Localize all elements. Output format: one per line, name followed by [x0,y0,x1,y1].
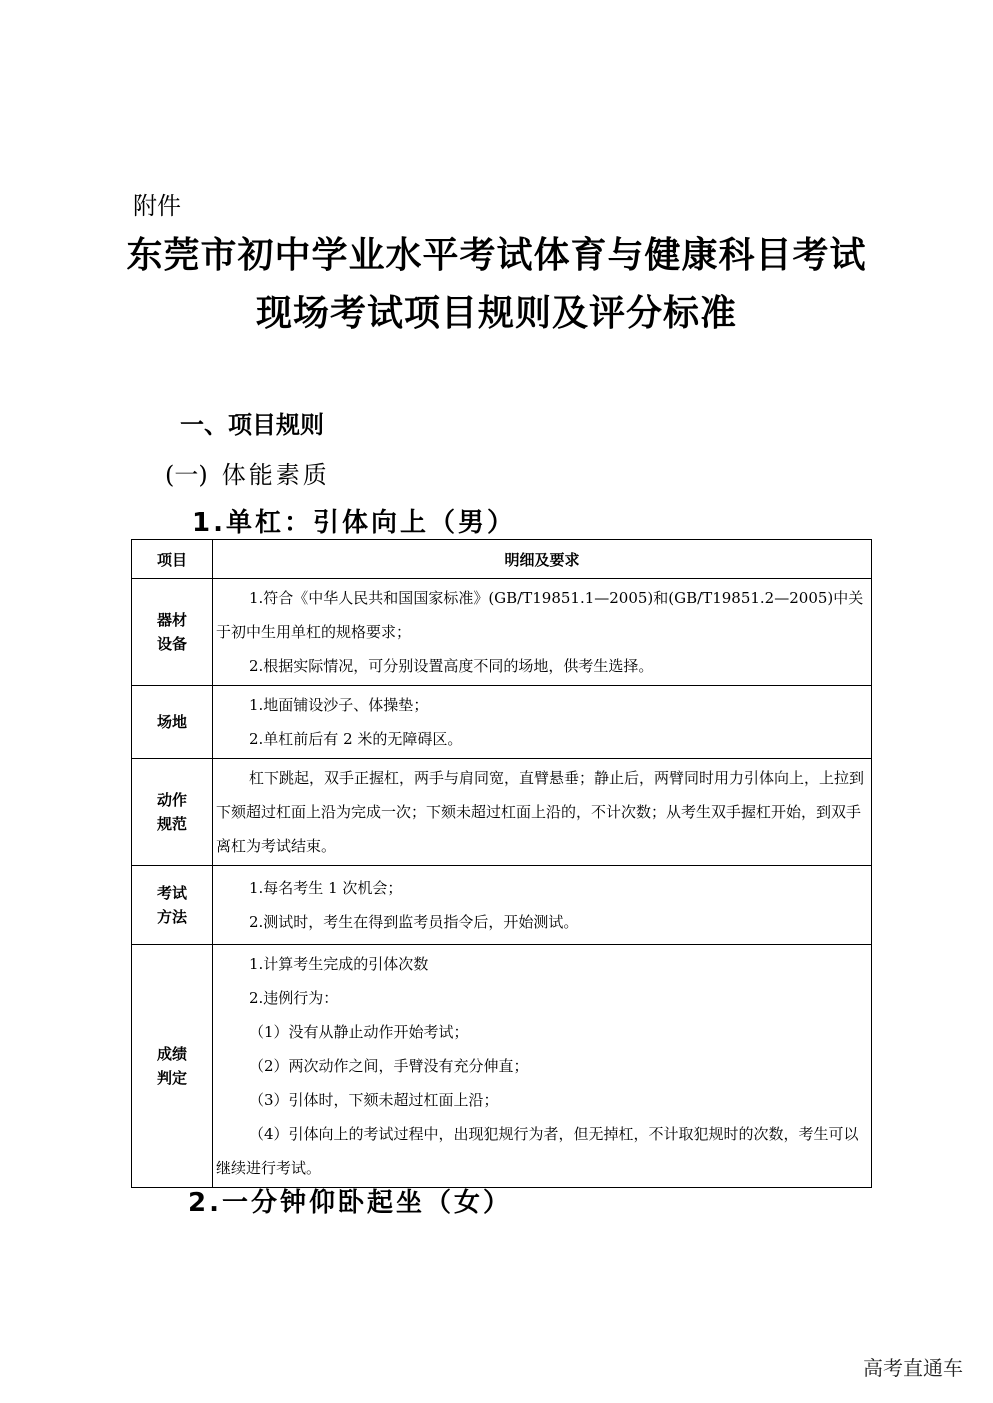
table-header-row [132,540,872,579]
attachment-label: 附件 [133,192,181,220]
page-title-line1: 东莞市初中学业水平考试体育与健康科目考试 [126,234,867,276]
table-row [132,759,872,866]
row-label-bottom: 规范 [156,815,187,833]
row-label-top: 场地 [156,713,187,731]
table-row [132,686,872,759]
row-label [132,866,213,945]
item-heading-situp: 2.一分钟仰卧起坐（女） [188,1188,512,1218]
row-label-top: 成绩 [156,1045,187,1063]
row-label-bottom: 判定 [156,1069,187,1087]
detail-line: 杠下跳起，双手正握杠，两手与肩同宽，直臂悬垂；静止后，两臂同时用力引体向上，上拉到下颏超过杠面上沿为完成一次；下颏未超过杠面上沿的，不计次数；从考生双手握杠开始，到双手离杠为考试结束。 [216,769,865,855]
row-label-top: 器材 [156,611,187,629]
detail-line: 1.符合《中华人民共和国国家标准》(GB/T19851.1—2005)和(GB/T19851.2—2005)中关于初中生用单杠的规格要求； [216,589,864,641]
row-detail [213,759,872,866]
detail-line: 2.单杠前后有 2 米的无障碍区。 [249,730,463,748]
subsection-number: (一) [165,461,208,489]
item-heading-pullup: 1.单杠：引体向上（男） [192,508,516,538]
detail-line: 2.违例行为： [249,989,339,1007]
row-label-bottom: 设备 [156,635,187,653]
subsection-text: 体能素质 [221,461,330,489]
table-row [132,579,872,686]
row-label [132,945,213,1188]
row-label-top: 考试 [156,884,187,902]
detail-line: 2.根据实际情况，可分别设置高度不同的场地，供考生选择。 [249,657,654,675]
row-detail [213,945,872,1188]
detail-line: 1.计算考生完成的引体次数 [249,955,429,973]
detail-line: （3）引体时，下颏未超过杠面上沿； [249,1091,499,1109]
section-heading: 一、项目规则 [180,411,324,439]
detail-line: 2.测试时，考生在得到监考员指令后，开始测试。 [249,913,579,931]
row-label-bottom: 方法 [156,908,187,926]
header-detail: 明细及要求 [213,540,872,579]
table-row [132,945,872,1188]
detail-line: 1.每名考生 1 次机会； [249,879,403,897]
row-label-top: 动作 [156,791,187,809]
detail-line: （1）没有从静止动作开始考试； [249,1023,469,1041]
row-label [132,759,213,866]
row-label [132,579,213,686]
subsection-heading [165,455,330,490]
watermark: 高考直通车 [863,1356,963,1380]
detail-line: （2）两次动作之间，手臂没有充分伸直； [249,1057,529,1075]
rules-table [131,539,872,1188]
row-detail [213,686,872,759]
detail-line: 1.地面铺设沙子、体操垫； [249,696,429,714]
row-label [132,686,213,759]
table-row [132,866,872,945]
page-title-line2: 现场考试项目规则及评分标准 [255,292,737,334]
row-detail [213,579,872,686]
header-item: 项目 [132,540,213,579]
row-detail [213,866,872,945]
detail-line: （4）引体向上的考试过程中，出现犯规行为者，但无掉杠，不计取犯规时的次数，考生可以继续进行考试。 [216,1125,859,1177]
